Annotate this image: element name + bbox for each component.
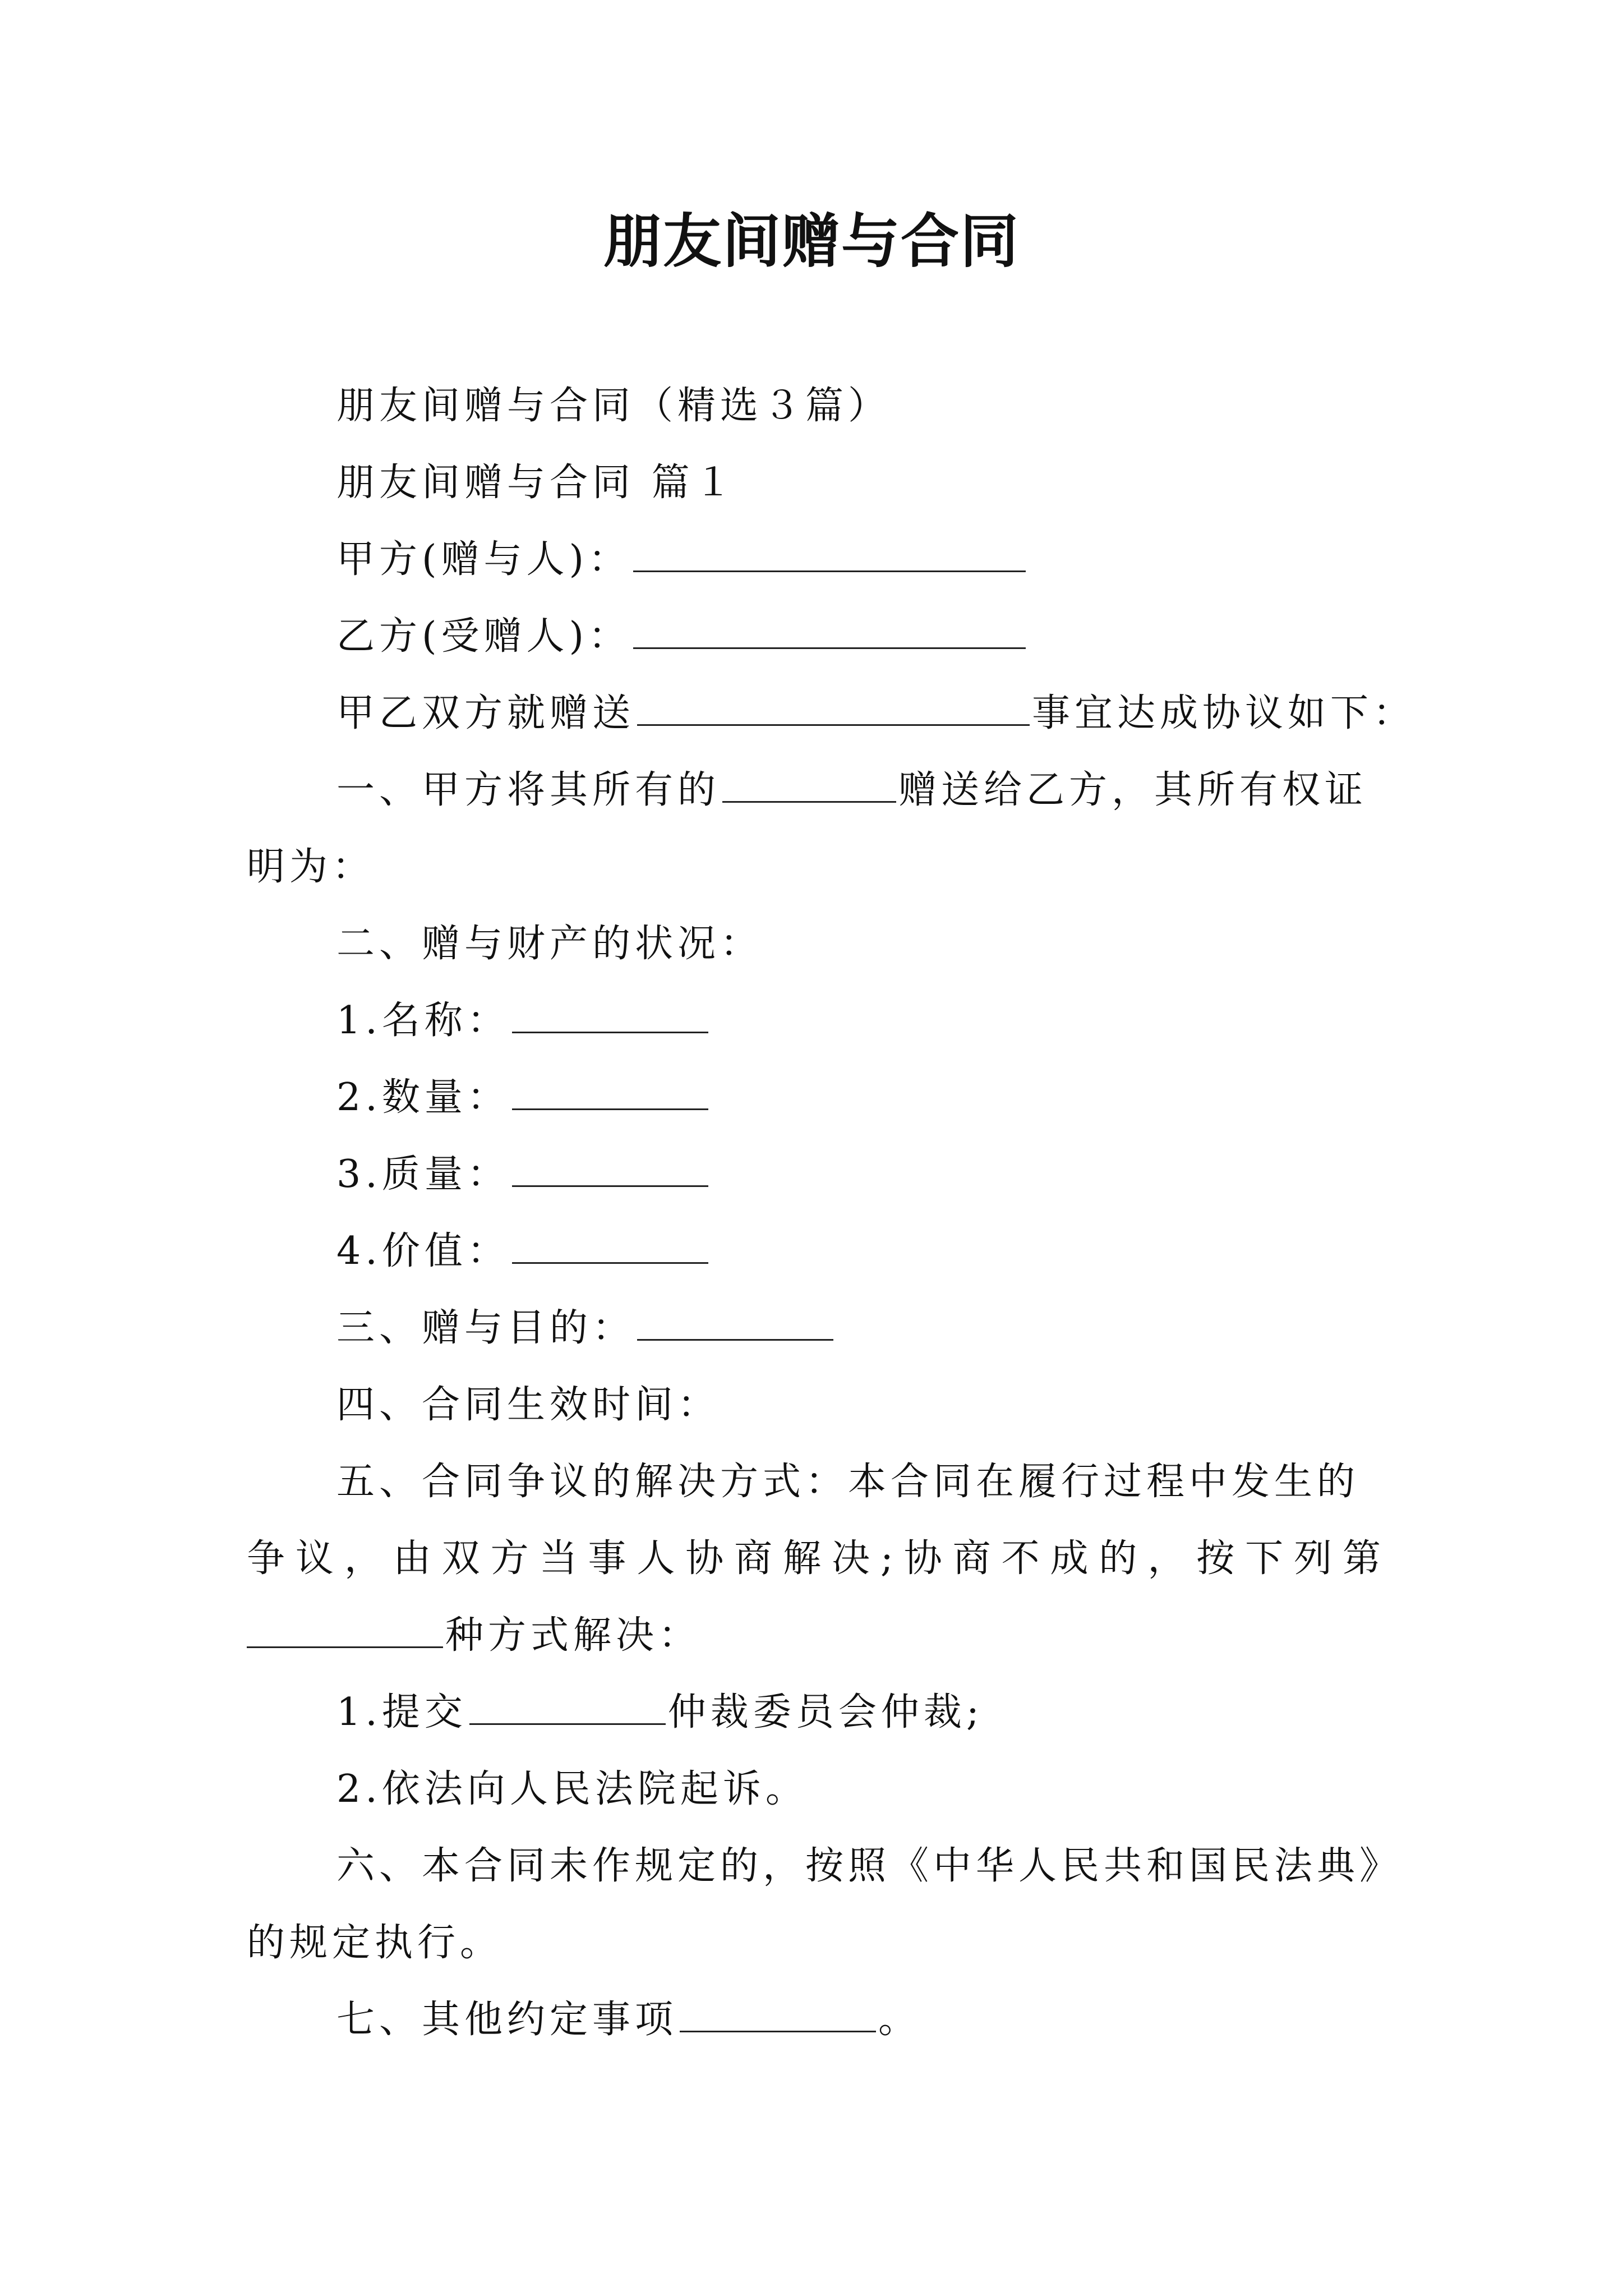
item-quality-line xyxy=(247,1136,1385,1213)
other-matters-blank xyxy=(680,1997,876,2032)
option-2: 2.依法向人民法院起诉。 xyxy=(336,1767,808,1811)
clause-7-before: 七、其他约定事项 xyxy=(336,1998,678,2042)
arbitration-committee-blank xyxy=(469,1690,666,1725)
clause-1-after: 赠送给乙方，其所有权证 xyxy=(898,768,1368,812)
item-quality-blank xyxy=(512,1152,708,1187)
clause-6-line-1: 六、本合同未作规定的，按照《中华人民共和国民法典》 xyxy=(336,1844,1403,1888)
document-title: 朋友间赠与合同 xyxy=(603,207,1020,275)
item-name-blank xyxy=(512,998,708,1033)
clause-1-before: 一、甲方将其所有的 xyxy=(336,768,721,812)
party-a-label: 甲方(赠与人)： xyxy=(336,537,631,582)
resolution-option-blank xyxy=(247,1613,443,1648)
clause-5-line-1: 五、合同争议的解决方式：本合同在履行过程中发生的 xyxy=(336,1460,1360,1504)
party-b-blank xyxy=(633,614,1026,649)
clause-3-line xyxy=(247,1290,1385,1366)
clause-1-continuation: 明为： xyxy=(247,845,375,889)
item-name-label: 1.名称： xyxy=(336,999,510,1043)
gift-matter-blank xyxy=(637,691,1030,726)
clause-5-line-3-text: 种方式解决： xyxy=(445,1613,702,1658)
item-value-line xyxy=(247,1213,1385,1290)
party-a-line xyxy=(247,521,1385,598)
purpose-blank xyxy=(637,1305,833,1341)
option-1-before: 1.提交 xyxy=(336,1690,467,1734)
gift-property-blank xyxy=(722,767,896,803)
item-value-label: 4.价值： xyxy=(336,1229,510,1273)
item-quantity-line xyxy=(247,1059,1385,1136)
clause-7-line xyxy=(247,1981,1385,2058)
item-name-line xyxy=(247,982,1385,1059)
document-body xyxy=(247,367,1416,2058)
clause-7-after: 。 xyxy=(878,1998,921,2042)
clause-5-line-2: 争议，由双方当事人协商解决;协商不成的，按下列第 xyxy=(247,1536,1385,1581)
item-quantity-blank xyxy=(512,1075,708,1110)
agreement-after: 事宜达成协议如下： xyxy=(1032,691,1416,735)
part-heading: 朋友间赠与合同 篇１ xyxy=(336,461,737,505)
option-1-line xyxy=(247,1674,1385,1751)
party-a-blank xyxy=(633,537,1026,572)
clause-2: 二、赠与财产的状况： xyxy=(336,922,763,966)
agreement-before: 甲乙双方就赠送 xyxy=(336,691,635,735)
item-value-blank xyxy=(512,1228,708,1264)
clause-5-line-3 xyxy=(247,1597,1385,1674)
clause-6-line-2: 的规定执行。 xyxy=(247,1921,503,1965)
subtitle: 朋友间赠与合同（精选３篇） xyxy=(336,384,891,428)
agreement-line xyxy=(247,675,1416,752)
clause-3-label: 三、赠与目的： xyxy=(336,1306,635,1350)
party-b-line xyxy=(247,598,1385,675)
clause-4: 四、合同生效时间： xyxy=(336,1383,721,1427)
item-quality-label: 3.质量： xyxy=(336,1152,510,1197)
party-b-label: 乙方(受赠人)： xyxy=(336,614,631,659)
option-1-after: 仲裁委员会仲裁; xyxy=(667,1690,984,1734)
clause-1-line xyxy=(247,752,1385,829)
item-quantity-label: 2.数量： xyxy=(336,1075,510,1120)
